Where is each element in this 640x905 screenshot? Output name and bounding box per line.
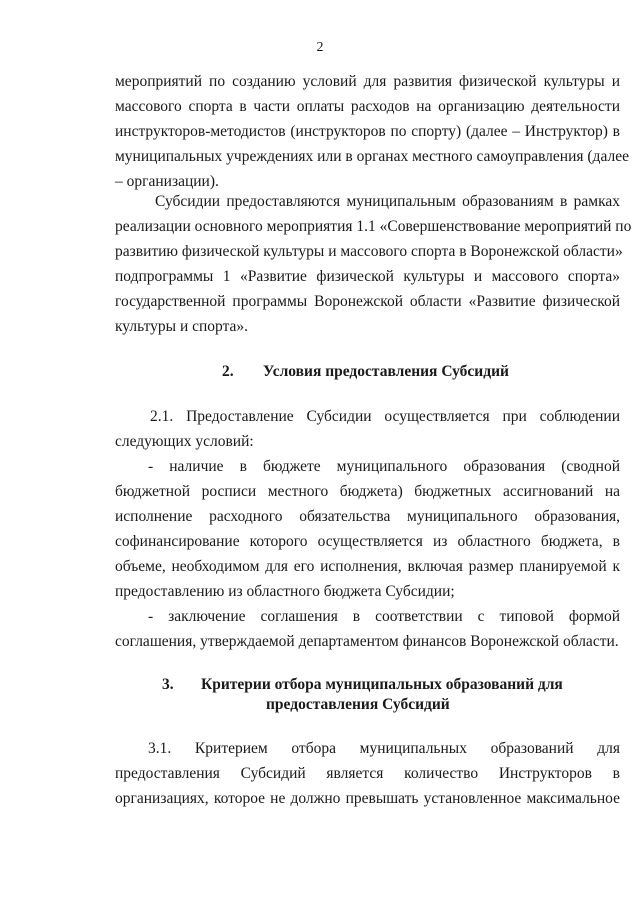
- bullet1-line-1: - наличие в бюджете муниципального образования (сводной: [148, 458, 620, 475]
- para2-line-6: культуры и спорта».: [115, 318, 249, 335]
- bullet1-line-4: софинансирование которого осуществляется из областного бюджета, в: [115, 533, 620, 550]
- bullet1-line-5: объеме, необходимом для его исполнения, включая размер планируемой к: [115, 558, 620, 575]
- section2-number: 2.: [222, 363, 234, 380]
- para1-line-2: массового спорта в части оплаты расходов на организацию деятельности: [115, 98, 620, 115]
- page-number: 2: [316, 40, 324, 55]
- section3-title-line-2: предоставления Субсидий: [266, 696, 450, 713]
- section3-title-line-1: Критерии отбора муниципальных образований для: [201, 676, 563, 693]
- section2-title: Условия предоставления Субсидий: [263, 363, 509, 380]
- para2-line-3: развитию физической культуры и массового спорта в Воронежской области»: [115, 243, 623, 260]
- para4-line-3: организациях, которое не должно превышать установленное максимальное: [115, 790, 620, 807]
- para1-line-5: – организации).: [115, 173, 219, 190]
- section3-number: 3.: [162, 676, 174, 693]
- bullet1-line-2: бюджетной росписи местного бюджета) бюджетных ассигнований на: [115, 483, 620, 500]
- bullet1-line-6: предоставлению из областного бюджета Субсидии;: [115, 583, 455, 600]
- para3-line-1: 2.1. Предоставление Субсидии осуществляется при соблюдении: [150, 408, 620, 425]
- para2-line-1: Субсидии предоставляются муниципальным образованиям в рамках: [155, 193, 620, 210]
- bullet2-line-1: - заключение соглашения в соответствии с типовой формой: [148, 608, 620, 625]
- para4-line-2: предоставления Субсидий является количество Инструкторов в: [115, 765, 620, 782]
- bullet2-line-2: соглашения, утверждаемой департаментом финансов Воронежской области.: [115, 633, 619, 650]
- para2-line-2: реализации основного мероприятия 1.1 «Совершенствование мероприятий по: [115, 218, 632, 235]
- bullet1-line-3: исполнение расходного обязательства муниципального образования,: [115, 508, 620, 525]
- para1-line-4: муниципальных учреждениях или в органах местного самоуправления (далее: [115, 148, 629, 165]
- para1-line-3: инструкторов-методистов (инструкторов по спорту) (далее – Инструктор) в: [115, 123, 620, 140]
- para1-line-1: мероприятий по созданию условий для развития физической культуры и: [115, 73, 620, 90]
- para3-line-2: следующих условий:: [115, 433, 254, 450]
- para4-line-1: 3.1. Критерием отбора муниципальных образований для: [148, 740, 620, 757]
- para2-line-4: подпрограммы 1 «Развитие физической культуры и массового спорта»: [115, 268, 620, 285]
- para2-line-5: государственной программы Воронежской области «Развитие физической: [115, 293, 620, 310]
